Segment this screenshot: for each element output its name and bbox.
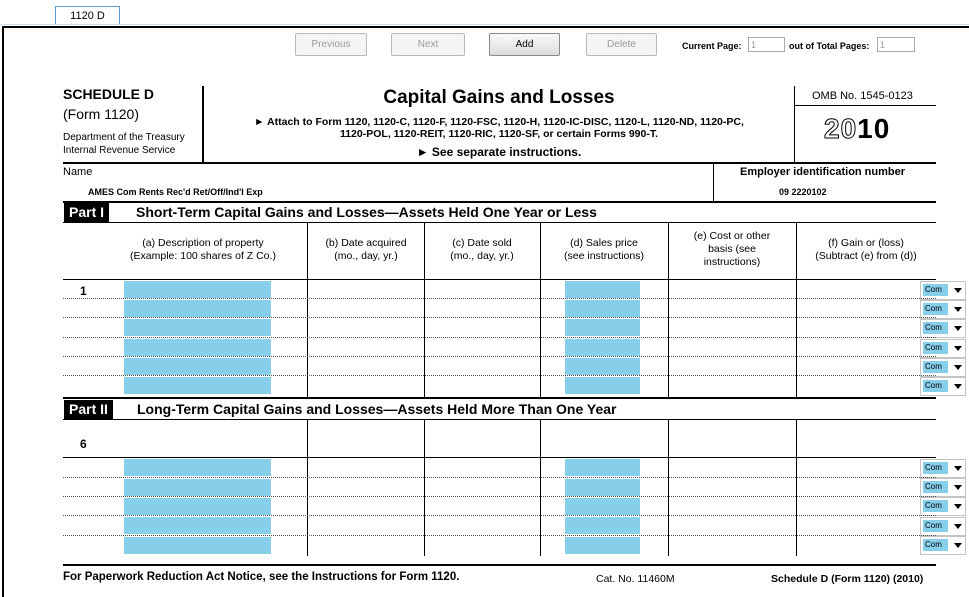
p2-sales-price-input[interactable]: [565, 517, 640, 534]
omb-number: OMB No. 1545-0123: [812, 90, 913, 102]
col-e-header: [668, 230, 796, 269]
combo-label: Com: [923, 342, 948, 354]
ein-label: Employer identification number: [740, 166, 906, 178]
schedule-label: SCHEDULE D: [63, 86, 155, 102]
ein-field[interactable]: 09 2220102: [779, 187, 827, 197]
row-divider: [63, 515, 936, 516]
chevron-down-icon: [954, 288, 962, 293]
p2-sales-price-input[interactable]: [565, 479, 640, 496]
name-ein-divider: [713, 164, 714, 201]
frame-left: [2, 26, 4, 597]
combo-label: Com: [923, 462, 948, 474]
next-button[interactable]: Next: [391, 33, 465, 56]
p1-description-input[interactable]: [124, 339, 271, 356]
attach-line1: ► Attach to Form 1120, 1120-C, 1120-F, 1120-FSC, 1120-H, 1120-IC-DISC, 1120-L, 1120-ND, 1120-PC,: [254, 116, 744, 128]
footer-notice: For Paperwork Reduction Act Notice, see the Instructions for Form 1120.: [63, 571, 460, 583]
p1-sales-price-input[interactable]: [565, 358, 640, 375]
combo-label: Com: [923, 520, 948, 532]
previous-button[interactable]: Previous: [295, 33, 367, 56]
p1-description-input[interactable]: [124, 319, 271, 336]
combo-label: Com: [923, 303, 948, 315]
footer-cat-number: Cat. No. 11460M: [596, 573, 675, 585]
row-divider: [63, 356, 936, 357]
part1-line-number: 1: [80, 284, 87, 298]
combo-label: Com: [923, 481, 948, 493]
col-c-header: [424, 237, 540, 263]
chevron-down-icon: [954, 365, 962, 370]
p1-combo-select[interactable]: [920, 319, 966, 338]
combo-label: Com: [923, 284, 948, 296]
attach-line2: 1120-POL, 1120-REIT, 1120-RIC, 1120-SF, or certain Forms 990-T.: [339, 128, 659, 140]
p2-sales-price-input[interactable]: [565, 459, 640, 476]
p2-description-input[interactable]: [124, 498, 271, 515]
chevron-down-icon: [954, 326, 962, 331]
p1-sales-price-input[interactable]: [565, 339, 640, 356]
chevron-down-icon: [954, 524, 962, 529]
header-divider-right: [794, 86, 795, 162]
col-e-line2: basis (see: [708, 243, 756, 255]
p2-description-input[interactable]: [124, 479, 271, 496]
chevron-down-icon: [954, 504, 962, 509]
chevron-down-icon: [954, 543, 962, 548]
combo-label: Com: [923, 539, 948, 551]
col-d-line2: (see instructions): [564, 250, 644, 262]
row-divider: [63, 535, 936, 536]
p2-combo-select[interactable]: [920, 517, 966, 536]
col-e-line3: instructions): [703, 256, 761, 268]
combo-label: Com: [923, 361, 948, 373]
p1-sales-price-input[interactable]: [565, 300, 640, 317]
col-d-line1: (d) Sales price: [570, 237, 638, 249]
chevron-down-icon: [954, 307, 962, 312]
name-field[interactable]: AMES Com Rents Rec'd Ret/Off/Ind'l Exp: [88, 187, 263, 197]
chevron-down-icon: [954, 466, 962, 471]
col-a-line1: (a) Description of property: [142, 237, 264, 249]
combo-label: Com: [923, 380, 948, 392]
col-b-header: [308, 237, 424, 263]
col-c-line2: (mo., day, yr.): [450, 250, 514, 262]
name-label: Name: [63, 166, 93, 178]
p1-sales-price-input[interactable]: [565, 319, 640, 336]
p1-description-input[interactable]: [124, 377, 271, 394]
dept-line1: Department of the Treasury: [63, 132, 185, 143]
part1-col-divider-f: [796, 223, 797, 397]
p2-description-input[interactable]: [124, 517, 271, 534]
part2-header-rule: [63, 457, 936, 458]
row-divider: [63, 477, 936, 478]
chevron-down-icon: [954, 346, 962, 351]
part2-title-rule: [63, 419, 936, 420]
part1-tag: Part I: [64, 203, 109, 222]
add-button[interactable]: Add: [489, 33, 560, 56]
total-pages-input: 1: [877, 37, 915, 52]
col-f-header: [796, 237, 936, 263]
part1-title: Short-Term Capital Gains and Losses—Assets Held One Year or Less: [136, 204, 597, 220]
p2-combo-select[interactable]: [920, 478, 966, 497]
total-pages-label: out of Total Pages:: [789, 41, 870, 51]
dept-line2: Internal Revenue Service: [63, 145, 176, 156]
delete-button[interactable]: Delete: [586, 33, 657, 56]
p2-description-input[interactable]: [124, 537, 271, 554]
p2-sales-price-input[interactable]: [565, 498, 640, 515]
combo-label: Com: [923, 322, 948, 334]
part2-tag: Part II: [64, 400, 113, 419]
part1-col-divider-b: [307, 223, 308, 397]
col-f-line1: (f) Gain or (loss): [828, 237, 904, 249]
chevron-down-icon: [954, 384, 962, 389]
p1-sales-price-input[interactable]: [565, 281, 640, 298]
combo-label: Com: [923, 500, 948, 512]
form-title: Capital Gains and Losses: [383, 87, 615, 108]
row-divider: [63, 375, 936, 376]
p1-sales-price-input[interactable]: [565, 377, 640, 394]
part1-col-divider-d: [540, 223, 541, 397]
p2-sales-price-input[interactable]: [565, 537, 640, 554]
col-b-line2: (mo., day, yr.): [334, 250, 398, 262]
row-divider: [63, 298, 936, 299]
tax-year-prefix: 20: [824, 113, 858, 144]
footer-schedule: Schedule D (Form 1120) (2010): [771, 573, 924, 585]
col-f-line2: (Subtract (e) from (d)): [815, 250, 917, 262]
row-divider: [63, 496, 936, 497]
chevron-down-icon: [954, 485, 962, 490]
row-divider: [63, 337, 936, 338]
current-page-label: Current Page:: [682, 41, 742, 51]
tax-year: [824, 113, 890, 145]
p1-description-input[interactable]: [124, 281, 271, 298]
row-divider: [63, 317, 936, 318]
part2-title: Long-Term Capital Gains and Losses—Assets Held More Than One Year: [137, 401, 617, 417]
col-c-line1: (c) Date sold: [452, 237, 512, 249]
part1-col-divider-e: [668, 223, 669, 397]
col-e-line1: (e) Cost or other: [693, 230, 771, 242]
tax-year-suffix: 10: [857, 113, 891, 144]
col-a-line2: (Example: 100 shares of Z Co.): [130, 250, 276, 262]
tab-divider: [0, 24, 969, 25]
col-d-header: [540, 237, 668, 263]
col-a-header: [98, 237, 308, 263]
p2-combo-select[interactable]: [920, 536, 966, 555]
part2-top-rule: [63, 397, 936, 399]
header-bottom-rule: [63, 162, 936, 164]
p1-description-input[interactable]: [124, 358, 271, 375]
form-label: (Form 1120): [63, 106, 139, 122]
p2-combo-select[interactable]: [920, 459, 966, 478]
part2-line-number: 6: [80, 437, 87, 451]
frame-top: [2, 26, 969, 28]
p2-combo-select[interactable]: [920, 497, 966, 516]
see-instructions: ► See separate instructions.: [416, 145, 582, 159]
col-b-line1: (b) Date acquired: [325, 237, 407, 249]
footer-rule: [63, 564, 936, 566]
p1-combo-select[interactable]: [920, 377, 966, 396]
omb-divider: [795, 105, 936, 106]
part1-col-divider-c: [424, 223, 425, 397]
tab-1120d[interactable]: 1120 D: [55, 6, 120, 25]
part1-header-rule: [63, 279, 936, 280]
p1-description-input[interactable]: [124, 300, 271, 317]
part1-title-rule: [63, 222, 936, 223]
part1-top-rule: [63, 201, 936, 203]
current-page-input[interactable]: 1: [748, 37, 785, 52]
p2-description-input[interactable]: [124, 459, 271, 476]
